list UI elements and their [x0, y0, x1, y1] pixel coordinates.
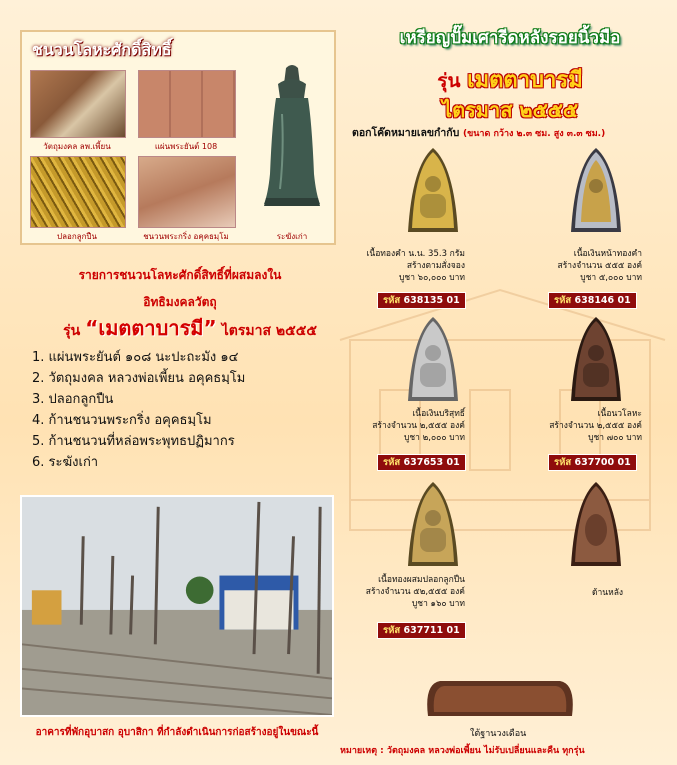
- materials-heading: รายการชนวนโลหะศักดิ์สิทธิ์ที่ผสมลงใน: [78, 268, 282, 282]
- thumb-amulets: [30, 70, 126, 138]
- edition-title-prefix: รุ่น: [437, 70, 461, 92]
- thumb-amulets-caption: วัตถุมงคล ลพ.เพี้ยน: [43, 142, 111, 151]
- edition-title-name: เมตตาบารมี: [467, 68, 583, 93]
- coin-silver-gold-face-code: รหัส 638146 01: [548, 292, 637, 309]
- coin-brass-casing-image: [404, 480, 462, 568]
- thumb-yantra-caption: แผ่นพระยันต์ 108: [154, 142, 218, 151]
- edition-year: ไตรมาส ๒๕๕๕: [442, 98, 578, 122]
- photo-caption: อาคารที่พักอุบาสก อุบาสิกา ที่กำลังดำเนินการก่อสร้างอยู่ในขณะนี้: [35, 727, 319, 738]
- thumb-bell-rods: [138, 156, 236, 228]
- old-bell-image: [260, 64, 324, 214]
- size-note: (ขนาด กว้าง ๒.๓ ซม. สูง ๓.๓ ซม.): [463, 129, 606, 139]
- list-item: 3. ปลอกลูกปืน: [32, 392, 114, 407]
- list-item: 2. วัตถุมงคล หลวงพ่อเพี้ยน อคุคธมฺโม: [32, 371, 246, 386]
- list-item: 1. แผ่นพระยันต์ ๑๐๘ นะปะถะมัง ๑๔: [32, 350, 239, 365]
- list-item: 6. ระฆังเก่า: [32, 455, 99, 470]
- edition-suffix: ไตรมาส ๒๕๕๕: [221, 323, 317, 339]
- thumb-yantra-sheets: [138, 70, 236, 138]
- bell-caption: ระฆังเก่า: [276, 232, 308, 241]
- list-item: 5. ก้านชนวนที่หล่อพระพุทธปฏิมากร: [32, 434, 235, 449]
- sacred-metal-panel: [20, 30, 336, 245]
- coin-gold-image: [404, 146, 462, 234]
- materials-subheading: อิทธิมงคลวัตถุ: [143, 295, 217, 309]
- construction-photo: [20, 495, 334, 717]
- edition-name: “เมตตาบารมี”: [85, 316, 217, 340]
- edition-title: [355, 62, 665, 97]
- panel-title: ชนวนโลหะศักดิ์สิทธิ์: [32, 40, 172, 59]
- coin-navaloha-code: รหัส 637700 01: [548, 454, 637, 471]
- thumb-rods-caption: ชนวนพระกริ่ง อคุคธมฺโม: [143, 232, 229, 241]
- coin-navaloha-image: [567, 315, 625, 403]
- list-item: 4. ก้านชนวนพระกริ่ง อคุคธมฺโม: [32, 413, 212, 428]
- coin-navaloha-text: เนื้อนวโลหะ สร้างจำนวน ๒,๕๕๕ องค์ บูชา ๗๐๐ บาท: [549, 409, 642, 443]
- code-note: ตอกโค๊ดหมายเลขกำกับ: [352, 127, 460, 139]
- back-caption: ด้านหลัง: [592, 588, 624, 598]
- edition-prefix: รุ่น: [63, 323, 81, 339]
- coin-silver-image: [404, 315, 462, 403]
- coin-base-image: [420, 678, 580, 718]
- page-title: เหรียญปั๊มเศารีดหลังรอยนิ้วมือ: [399, 28, 621, 48]
- coin-silver-gold-face-image: [567, 146, 625, 234]
- code-note-line: [352, 124, 672, 141]
- coin-silver-code: รหัส 637653 01: [377, 454, 466, 471]
- base-caption: ใต้ฐานวงเดือน: [470, 729, 527, 739]
- materials-list: [32, 347, 245, 473]
- coin-back-image: [567, 480, 625, 568]
- edition-line: [50, 312, 330, 344]
- coin-gold-text: เนื้อทองคำ น.น. 35.3 กรัม สร้างตามสั่งจอง บูชา ๖๐,๐๐๐ บาท: [366, 249, 465, 283]
- coin-silver-text: เนื้อเงินบริสุทธิ์ สร้างจำนวน ๒,๕๕๕ องค์ บูชา ๒,๐๐๐ บาท: [372, 409, 465, 443]
- coin-silver-gold-face-text: เนื้อเงินหน้าทองคำ สร้างจำนวน ๕๕๕ องค์ บูชา ๕,๐๐๐ บาท: [557, 249, 642, 283]
- coin-gold-code: รหัส 638135 01: [377, 292, 466, 309]
- coin-brass-casing-code: รหัส 637711 01: [377, 622, 466, 639]
- thumb-bullet-casings: [30, 156, 126, 228]
- remark-note: หมายเหตุ : วัตถุมงคล หลวงพ่อเพี้ยน ไม่รับเปลี่ยนและคืน ทุกรุ่น: [340, 746, 585, 756]
- thumb-casings-caption: ปลอกลูกปืน: [57, 232, 97, 241]
- coin-brass-casing-text: เนื้อทองผสมปลอกลูกปืน สร้างจำนวน ๕๒,๕๕๕ องค์ บูชา ๑๖๐ บาท: [365, 575, 465, 609]
